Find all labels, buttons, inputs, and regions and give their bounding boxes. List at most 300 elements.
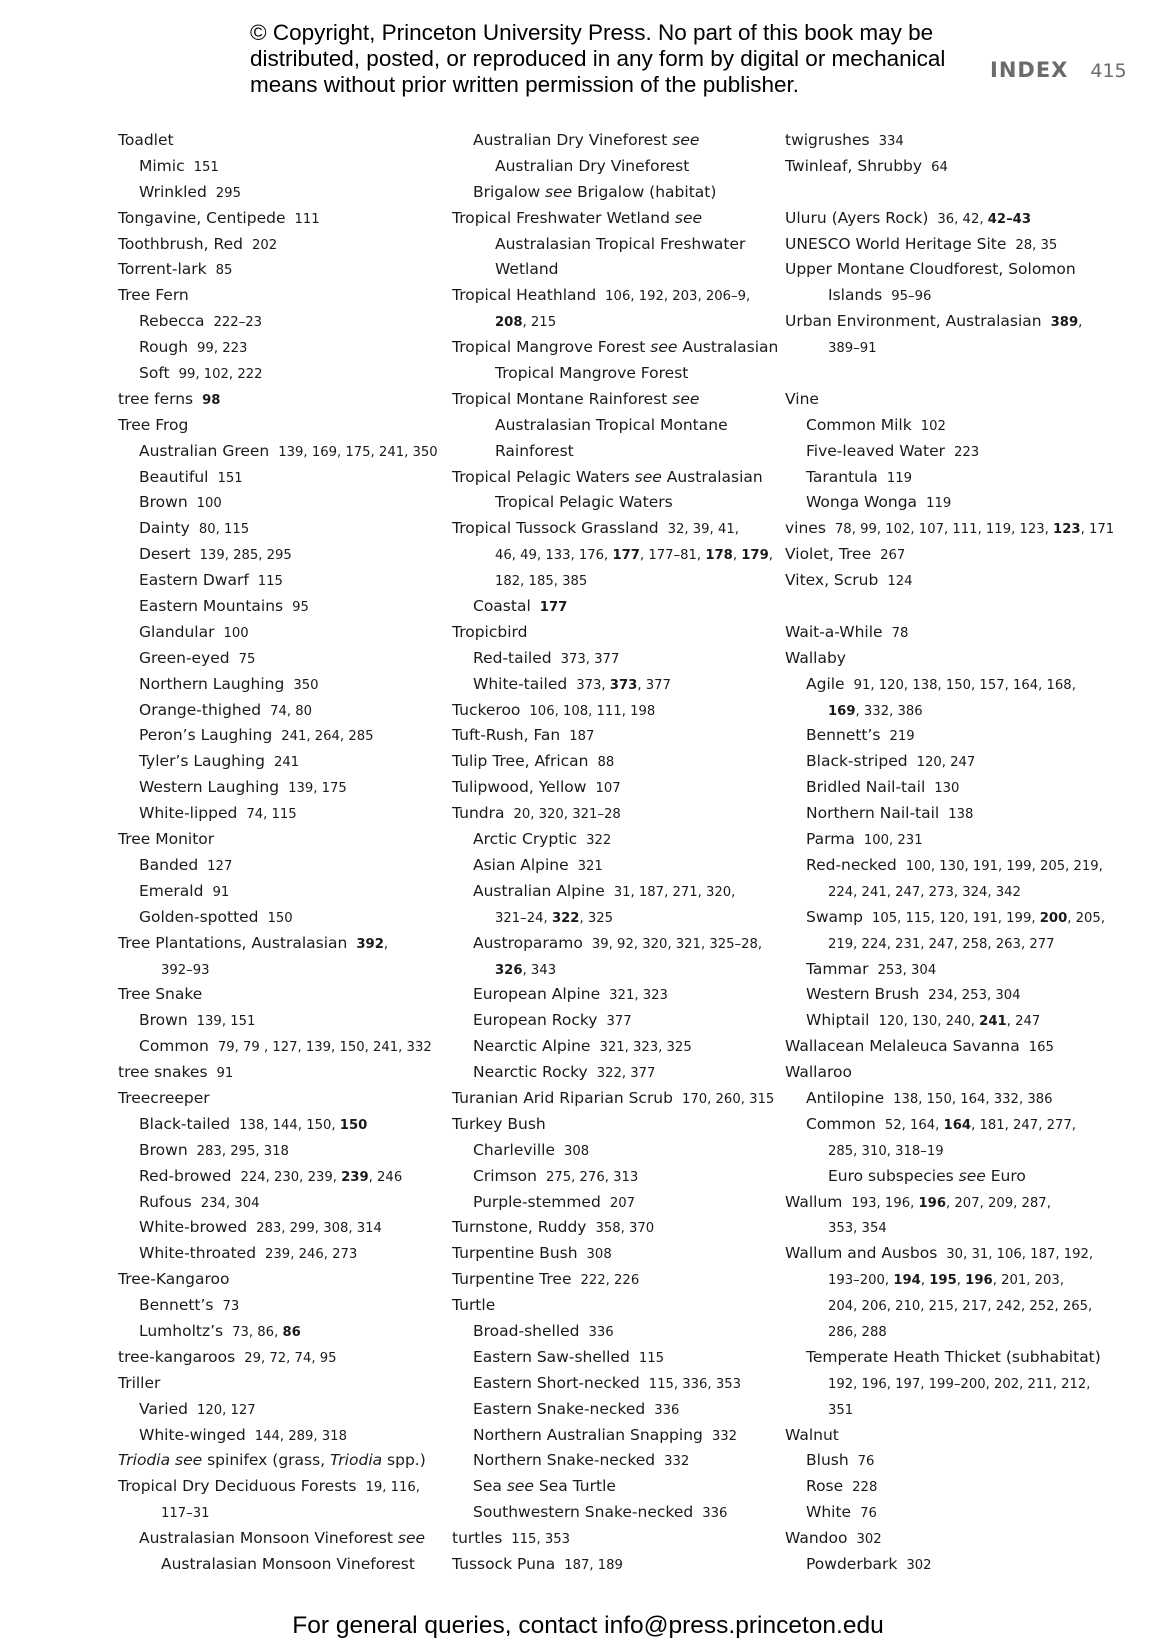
- index-term: Euro subspecies see Euro: [828, 1166, 1026, 1185]
- index-entry: [118, 1138, 448, 1164]
- index-entry: [785, 465, 1115, 491]
- index-term: Australasian Tropical Freshwater: [495, 234, 746, 253]
- page-refs: 334: [878, 134, 904, 149]
- index-entry: [452, 232, 782, 258]
- index-term: Toadlet: [118, 131, 174, 149]
- index-entry: [118, 1474, 448, 1500]
- index-term: Tropical Tussock Grassland: [452, 519, 659, 538]
- index-term: Wallum and Ausbos: [785, 1244, 938, 1263]
- page-refs: 79, 79 , 127, 139, 150, 241, 332: [217, 1040, 432, 1056]
- index-entry: [785, 257, 1115, 283]
- index-term: Lumholtz’s: [139, 1321, 224, 1340]
- index-term: Tyler’s Laughing: [139, 752, 265, 771]
- page-refs: 302: [856, 1532, 882, 1548]
- index-entry: [118, 387, 448, 413]
- index-term: Brown: [139, 1011, 188, 1030]
- index-entry: [118, 1215, 448, 1241]
- index-term: Australian Green: [139, 441, 270, 460]
- index-entry: [452, 957, 782, 983]
- index-entry: [785, 1034, 1115, 1060]
- index-term: Upper Montane Cloudforest, Solomon: [785, 260, 1076, 279]
- page-refs: 78: [891, 625, 909, 641]
- page-refs: 351: [828, 1402, 854, 1418]
- index-entry: [452, 128, 782, 154]
- index-term: White: [806, 1503, 852, 1522]
- page-refs: 138: [948, 807, 974, 823]
- index-term: Emerald: [139, 881, 204, 900]
- index-entry: [452, 1293, 782, 1319]
- index-term: Orange-thighed: [139, 700, 262, 719]
- page-refs: 139, 285, 295: [199, 548, 292, 564]
- index-term: Brown: [139, 1140, 188, 1159]
- index-term: Western Laughing: [139, 778, 280, 797]
- index-entry: [118, 801, 448, 827]
- index-entry: [118, 309, 448, 335]
- index-term: Triller: [118, 1373, 161, 1392]
- index-entry: [452, 1397, 782, 1423]
- index-entry: [452, 1552, 782, 1578]
- index-term: Tulip Tree, African: [452, 752, 589, 771]
- index-term: Tree Plantations, Australasian: [118, 933, 348, 952]
- index-entry: [118, 1008, 448, 1034]
- index-entry: [785, 1164, 1115, 1190]
- index-term: Austroparamo: [473, 933, 583, 952]
- index-entry: [452, 1060, 782, 1086]
- page-refs: 20, 320, 321–28: [513, 807, 621, 823]
- page-refs: 100: [223, 625, 249, 641]
- index-entry: [452, 283, 782, 309]
- page-refs: 138, 144, 150, 150: [239, 1117, 368, 1133]
- index-entry: [118, 879, 448, 905]
- index-entry: [452, 309, 782, 335]
- page-refs: 165: [1028, 1040, 1054, 1056]
- index-entry: [118, 1293, 448, 1319]
- footer-contact: For general queries, contact info@press.princeton.edu: [292, 1612, 884, 1639]
- index-term: Eastern Dwarf: [139, 571, 249, 590]
- index-entry: [452, 1112, 782, 1138]
- index-term: Tarantula: [806, 467, 878, 486]
- index-term: Agile: [806, 674, 845, 693]
- index-entry: [118, 594, 448, 620]
- index-entry: [118, 439, 448, 465]
- index-term: European Alpine: [473, 985, 601, 1004]
- page-refs: 106, 192, 203, 206–9,: [605, 289, 751, 305]
- index-entry: [118, 283, 448, 309]
- copyright-line: means without prior written permission of the publisher.: [250, 72, 800, 97]
- index-entry: [785, 905, 1115, 931]
- page-refs: 207: [609, 1195, 635, 1211]
- index-term: Northern Australian Snapping: [473, 1425, 703, 1444]
- index-term: Northern Nail-tail: [806, 804, 940, 823]
- index-entry: [785, 1474, 1115, 1500]
- index-term: Vitex, Scrub: [785, 571, 879, 590]
- index-entry: [118, 1164, 448, 1190]
- index-entry: [785, 957, 1115, 983]
- index-entry: [785, 413, 1115, 439]
- index-entry: [452, 387, 782, 413]
- index-term: Red-necked: [806, 855, 897, 874]
- index-entry: [118, 1500, 448, 1526]
- index-term: Wallaroo: [785, 1063, 852, 1082]
- index-entry: [785, 879, 1115, 905]
- index-entry: [785, 128, 1115, 154]
- index-entry: [118, 154, 448, 180]
- page-refs: 286, 288: [828, 1324, 887, 1340]
- page-refs: 322, 377: [596, 1066, 656, 1082]
- index-entry: [118, 1034, 448, 1060]
- index-term: Varied: [139, 1399, 188, 1418]
- index-entry: [118, 1397, 448, 1423]
- page-refs: 32, 39, 41,: [667, 522, 739, 538]
- page-refs: 192, 196, 197, 199–200, 202, 211, 212,: [828, 1376, 1091, 1392]
- index-term: Australian Dry Vineforest see: [473, 131, 700, 149]
- index-term: Brown: [139, 493, 188, 512]
- index-entry: [452, 827, 782, 853]
- index-term: Northern Laughing: [139, 674, 285, 693]
- index-entry: [118, 1552, 448, 1578]
- letter-gap: [785, 594, 1115, 620]
- index-entry: [118, 620, 448, 646]
- index-term: Charleville: [473, 1140, 555, 1159]
- index-term: Parma: [806, 830, 855, 849]
- page-refs: 100: [196, 496, 222, 512]
- page-refs: 182, 185, 385: [495, 574, 588, 590]
- index-entry: [452, 516, 782, 542]
- index-term: Tropical Montane Rainforest see: [452, 389, 700, 408]
- page-refs: 78, 99, 102, 107, 111, 119, 123, 123, 171: [834, 522, 1115, 538]
- index-entry: [452, 672, 782, 698]
- index-term: Nearctic Alpine: [473, 1037, 591, 1056]
- index-entry: [452, 1215, 782, 1241]
- index-entry: [118, 335, 448, 361]
- index-entry: [118, 775, 448, 801]
- page-refs: 241: [273, 755, 300, 771]
- page-refs: 204, 206, 210, 215, 217, 242, 252, 265,: [828, 1299, 1093, 1315]
- page-refs: 169, 332, 386: [828, 703, 923, 719]
- page-refs: 151: [217, 470, 243, 486]
- index-entry: [452, 646, 782, 672]
- index-entry: [452, 361, 782, 387]
- page-refs: 222–23: [213, 315, 263, 331]
- page-refs: 336: [702, 1506, 728, 1522]
- index-entry: [452, 542, 782, 568]
- index-column-right: [785, 128, 1115, 1578]
- index-entry: [785, 1190, 1115, 1216]
- page-refs: 219, 224, 231, 247, 258, 263, 277: [828, 936, 1055, 952]
- index-entry: [452, 413, 782, 439]
- page-refs: 99, 102, 222: [178, 367, 263, 383]
- copyright-notice: [250, 20, 970, 98]
- index-term: Islands: [828, 286, 883, 305]
- page-refs: 187, 189: [564, 1557, 623, 1573]
- page-refs: 88: [597, 755, 615, 771]
- index-term: Turpentine Bush: [452, 1244, 578, 1263]
- index-entry: [452, 206, 782, 232]
- page-refs: 115, 336, 353: [648, 1376, 741, 1392]
- index-term: Rainforest: [495, 441, 574, 460]
- index-term: tree-kangaroos: [118, 1347, 236, 1366]
- index-entry: [785, 1112, 1115, 1138]
- index-term: Brigalow see Brigalow (habitat): [473, 182, 717, 201]
- index-entry: [118, 232, 448, 258]
- index-term: Wallacean Melaleuca Savanna: [785, 1037, 1020, 1056]
- index-entry: [785, 1345, 1115, 1371]
- page-refs: 124: [887, 574, 913, 590]
- index-term: Bennett’s: [139, 1296, 214, 1315]
- index-entry: [452, 1345, 782, 1371]
- index-term: Tropical Pelagic Waters: [495, 493, 673, 512]
- index-entry: [785, 931, 1115, 957]
- index-term: Walnut: [785, 1425, 839, 1444]
- index-term: Common Milk: [806, 415, 912, 434]
- index-entry: [118, 568, 448, 594]
- index-entry: [452, 1500, 782, 1526]
- index-entry: [452, 698, 782, 724]
- page-refs: 275, 276, 313: [545, 1169, 639, 1185]
- index-term: Red-browed: [139, 1166, 232, 1185]
- index-term: Powderbark: [806, 1554, 898, 1573]
- index-term: Wait-a-While: [785, 622, 883, 641]
- index-term: turtles: [452, 1529, 503, 1548]
- index-entry: [452, 905, 782, 931]
- index-term: Tree Fern: [118, 286, 189, 305]
- index-entry: [452, 1008, 782, 1034]
- page-refs: 139, 151: [196, 1014, 256, 1030]
- page-refs: 234, 253, 304: [928, 988, 1021, 1004]
- index-entry: [118, 982, 448, 1008]
- page-refs: 98: [202, 392, 221, 408]
- index-term: Tropical Heathland: [452, 286, 597, 305]
- index-term: Tuft-Rush, Fan: [452, 726, 561, 745]
- index-term: twigrushes: [785, 131, 870, 149]
- index-term: Five-leaved Water: [806, 441, 946, 460]
- index-term: Australian Dry Vineforest: [495, 156, 690, 175]
- section-title: INDEX: [990, 58, 1069, 82]
- index-term: White-browed: [139, 1218, 248, 1237]
- index-term: Rebecca: [139, 312, 205, 331]
- copyright-line: distributed, posted, or reproduced in any form by digital or mechanical: [250, 46, 946, 71]
- index-term: Green-eyed: [139, 648, 230, 667]
- index-entry: [785, 1241, 1115, 1267]
- index-entry: [452, 1371, 782, 1397]
- index-term: Peron’s Laughing: [139, 726, 273, 745]
- page-number: 415: [1090, 60, 1127, 82]
- page-refs: 46, 49, 133, 176, 177, 177–81, 178, 179,: [495, 548, 773, 564]
- index-term: Violet, Tree: [785, 545, 872, 564]
- index-entry: [118, 646, 448, 672]
- page-refs: 353, 354: [828, 1221, 887, 1237]
- page-refs: 358, 370: [595, 1221, 655, 1237]
- page-refs: 119: [926, 496, 952, 512]
- page-refs: 308: [586, 1247, 612, 1263]
- index-term: Australasian Tropical Montane: [495, 415, 728, 434]
- index-term: Arctic Cryptic: [473, 830, 578, 849]
- page-refs: 373, 377: [560, 651, 620, 667]
- page-refs: 119: [886, 470, 912, 486]
- index-entry: [785, 154, 1115, 180]
- index-entry: [118, 1526, 448, 1552]
- index-entry: [118, 516, 448, 542]
- index-term: Crimson: [473, 1166, 537, 1185]
- page-refs: 283, 295, 318: [196, 1143, 289, 1159]
- page-refs: 151: [193, 159, 219, 175]
- index-entry: [118, 1060, 448, 1086]
- index-term: Bennett’s: [806, 726, 881, 745]
- index-entry: [452, 439, 782, 465]
- index-term: White-winged: [139, 1425, 246, 1444]
- page-refs: 30, 31, 106, 187, 192,: [946, 1247, 1094, 1263]
- index-term: Torrent-lark: [118, 260, 207, 279]
- index-term: Eastern Mountains: [139, 597, 284, 616]
- index-term: Coastal: [473, 597, 531, 616]
- index-term: Turtle: [452, 1296, 496, 1315]
- index-term: Tropical Pelagic Waters see Australasian: [452, 467, 763, 486]
- page-refs: 115: [257, 574, 283, 590]
- index-term: Nearctic Rocky: [473, 1063, 588, 1082]
- index-entry: [452, 1190, 782, 1216]
- index-entry: [118, 957, 448, 983]
- page-refs: 208, 215: [495, 315, 557, 331]
- page-refs: 85: [215, 263, 233, 279]
- page-refs: 170, 260, 315: [681, 1091, 775, 1107]
- page-refs: 74, 80: [270, 703, 313, 719]
- page-refs: 321, 323, 325: [599, 1040, 692, 1056]
- index-term: Wallaby: [785, 648, 846, 667]
- page-refs: 95–96: [891, 289, 932, 305]
- page-refs: 91: [216, 1066, 234, 1082]
- index-entry: [118, 1423, 448, 1449]
- index-entry: [785, 1397, 1115, 1423]
- index-term: Western Brush: [806, 985, 920, 1004]
- index-term: tree snakes: [118, 1063, 208, 1082]
- index-term: Southwestern Snake-necked: [473, 1503, 694, 1522]
- index-entry: [118, 542, 448, 568]
- index-term: Wrinkled: [139, 182, 207, 201]
- index-term: Dainty: [139, 519, 190, 538]
- index-entry: [452, 775, 782, 801]
- index-term: White-throated: [139, 1244, 257, 1263]
- index-entry: [452, 1267, 782, 1293]
- index-term: White-lipped: [139, 804, 238, 823]
- page-refs: 321, 323: [609, 988, 668, 1004]
- page-refs: 74, 115: [246, 807, 297, 823]
- index-entry: [118, 723, 448, 749]
- page-refs: 150: [267, 910, 293, 926]
- page-refs: 222, 226: [580, 1273, 640, 1289]
- index-entry: [452, 723, 782, 749]
- page-refs: 224, 241, 247, 273, 324, 342: [828, 884, 1021, 900]
- page-refs: 193, 196, 196, 207, 209, 287,: [851, 1195, 1051, 1211]
- index-entry: [118, 1112, 448, 1138]
- index-entry: [452, 1448, 782, 1474]
- index-entry: [785, 1448, 1115, 1474]
- page-refs: 267: [880, 548, 906, 564]
- letter-gap: [785, 361, 1115, 387]
- index-entry: [785, 335, 1115, 361]
- index-term: Asian Alpine: [473, 855, 569, 874]
- page-refs: 100, 130, 191, 199, 205, 219,: [905, 858, 1103, 874]
- index-entry: [785, 1293, 1115, 1319]
- index-entry: [118, 128, 448, 154]
- index-entry: [785, 1423, 1115, 1449]
- index-term: Purple-stemmed: [473, 1192, 601, 1211]
- index-term: Tropical Dry Deciduous Forests: [118, 1477, 357, 1496]
- index-term: Twinleaf, Shrubby: [785, 156, 923, 175]
- index-entry: [118, 1371, 448, 1397]
- index-entry: [785, 309, 1115, 335]
- index-entry: [785, 672, 1115, 698]
- page-refs: 187: [569, 729, 595, 745]
- page-refs: 326, 343: [495, 962, 557, 978]
- page-refs: 115: [638, 1350, 665, 1366]
- index-entry: [785, 206, 1115, 232]
- index-entry: [452, 490, 782, 516]
- page-refs: 39, 92, 320, 321, 325–28,: [591, 936, 763, 952]
- index-term: Swamp: [806, 907, 863, 926]
- index-term: Red-tailed: [473, 648, 552, 667]
- index-term: Tropical Mangrove Forest: [495, 364, 689, 383]
- index-entry: [118, 257, 448, 283]
- index-entry: [785, 283, 1115, 309]
- index-term: Tree Snake: [118, 985, 203, 1004]
- page-refs: 377: [606, 1014, 632, 1030]
- index-entry: [452, 257, 782, 283]
- page-refs: 36, 42, 42–43: [937, 211, 1032, 227]
- index-entry: [452, 1034, 782, 1060]
- page-refs: 52, 164, 164, 181, 247, 277,: [884, 1117, 1076, 1133]
- index-term: Eastern Short-necked: [473, 1373, 640, 1392]
- page-refs: 239, 246, 273: [265, 1247, 358, 1263]
- page-refs: 76: [860, 1506, 877, 1522]
- page-refs: 308: [564, 1143, 590, 1159]
- index-entry: [118, 672, 448, 698]
- index-term: Glandular: [139, 622, 215, 641]
- index-entry: [452, 1138, 782, 1164]
- index-entry: [452, 749, 782, 775]
- page-refs: 373, 373, 377: [576, 677, 671, 693]
- index-term: White-tailed: [473, 674, 568, 693]
- index-entry: [452, 594, 782, 620]
- index-entry: [118, 853, 448, 879]
- index-entry: [785, 698, 1115, 724]
- page-refs: 302: [906, 1557, 932, 1573]
- page-refs: 28, 35: [1015, 237, 1058, 253]
- index-term: Temperate Heath Thicket (subhabitat): [806, 1347, 1101, 1366]
- index-term: Tree Frog: [118, 415, 189, 434]
- page-refs: 285, 310, 318–19: [828, 1143, 944, 1159]
- index-term: Broad-shelled: [473, 1321, 580, 1340]
- page-refs: 332: [711, 1428, 738, 1444]
- index-entry: [452, 931, 782, 957]
- index-term: Tuckeroo: [452, 700, 521, 719]
- index-entry: [785, 1267, 1115, 1293]
- page-refs: 115, 353: [511, 1532, 571, 1548]
- index-term: Antilopine: [806, 1088, 885, 1107]
- index-entry: [118, 465, 448, 491]
- index-term: Uluru (Ayers Rock): [785, 208, 929, 227]
- index-entry: [785, 827, 1115, 853]
- index-term: Bridled Nail-tail: [806, 778, 926, 797]
- index-term: Black-striped: [806, 752, 908, 771]
- index-term: Wallum: [785, 1192, 843, 1211]
- page-refs: 392–93: [161, 962, 210, 978]
- page-refs: 321–24, 322, 325: [495, 910, 614, 926]
- page-refs: 120, 127: [196, 1402, 256, 1418]
- index-entry: [785, 1371, 1115, 1397]
- running-header: [990, 58, 1127, 82]
- index-term: Tree Monitor: [118, 830, 215, 849]
- index-term: Australasian Monsoon Vineforest: [161, 1554, 415, 1573]
